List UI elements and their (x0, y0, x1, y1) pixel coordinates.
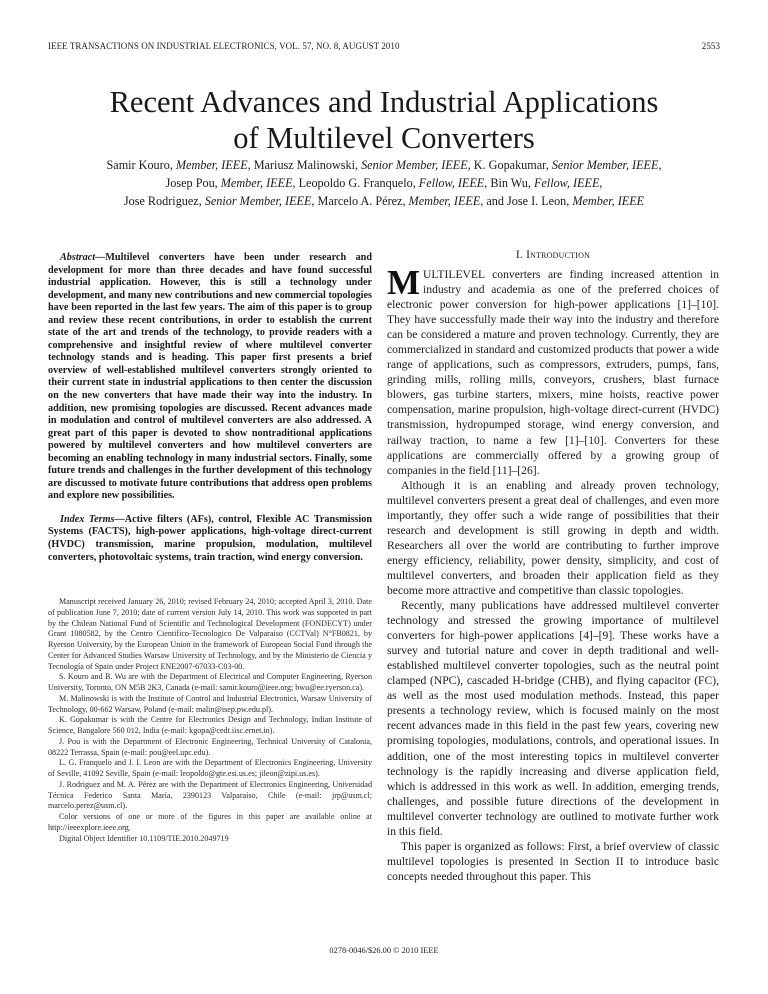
abstract (48, 252, 372, 503)
index-terms (48, 514, 372, 564)
body-paragraph: MULTILEVEL converters are finding increased attention in industry and academia as one of the preferred choices of electronic power conversion for high-power applications [1]–[10]. They have successfully made their way into the industry and therefore can be considered a mature and proven technology. Currently, they are commercialized in standard and customized products that power a wide range of applications, such as compressors, extruders, pumps, fans, grinding mills, rolling mills, conveyors, crushers, blast furnace blowers, gas turbine starters, mixers, mine hoists, reactive power compensation, marine propulsion, high-voltage direct-current (HVDC) transmission, hydropumped storage, wind energy conversion, and railway traction, to name a few [1]–[10]. Converters for these applications are commercially offered by a growing group of companies in the field [11]–[26]. (387, 263, 719, 477)
author: Mariusz Malinowski, Senior Member, IEEE, (253, 158, 474, 172)
author: Bin Wu, Fellow, IEEE, (490, 176, 603, 190)
body-paragraph: This paper is organized as follows: First, a brief overview of classic multilevel topologies is presented in Section II to introduce basic concepts needed throughout this paper. This (387, 839, 719, 883)
paper-title (0, 84, 768, 156)
section-title: Introduction (526, 249, 591, 261)
body-paragraph: Although it is an enabling and already proven technology, multilevel converters present a great deal of challenges, and even more importantly, they offer such a wide range of possibilities that their research and development is still growing in depth and width. Researchers all over the world are contributing to further improve energy efficiency, reliability, power density, simplicity, and cost of multilevel converters, and broaden their application field as they become more attractive and competitive than classic topologies. (387, 478, 719, 597)
author-list (30, 156, 738, 210)
footnote-manuscript-info: Manuscript received January 26, 2010; revised February 24, 2010; accepted April 3, 2010. Date of publication June 7, 2010; date of current version July 14, 2010. This work was supported in part by the Chilean National Fund of Scientific and Technological Development (FONDECYT) under Grant 1080582, by the Centro Cientifico-Tecnologico De Valparaiso (CCTVal) N°FB0821, by Ryerson University, by the European Union in the framework of European Social Fund through the Center for Advanced Studies Warsaw University of Technology, and by the Ministerio de Ciencia y Tecnología of Spain under Project ENE2007-67033-C03-00. (48, 597, 372, 671)
author: Marcelo A. Pérez, Member, IEEE, (317, 194, 487, 208)
footnote-doi: Digital Object Identifier 10.1109/TIE.2010.2049719 (59, 833, 229, 843)
drop-cap: M (387, 263, 421, 302)
section-numeral: I. (515, 249, 527, 261)
footnote-affiliation: K. Gopakumar is with the Centre for Electronics Design and Technology, Indian Institute of Science, Bangalore 560 012, India (e-mail: kgopa@cedt.iisc.ernet.in). (48, 715, 372, 736)
footnote-affiliation: M. Malinowski is with the Institute of Control and Industrial Electronics, Warsaw University of Technology, 00-662 Warsaw, Poland (e-mail: malin@isep.pw.edu.pl). (48, 693, 372, 714)
title-line-2: of Multilevel Converters (233, 121, 535, 155)
right-column (387, 249, 719, 884)
author: Samir Kouro, Member, IEEE, (106, 158, 254, 172)
author: Josep Pou, Member, IEEE, (165, 176, 299, 190)
introduction-body (387, 263, 719, 884)
left-column (48, 252, 372, 844)
index-terms-text: Active filters (AFs), control, Flexible AC Transmission Systems (FACTS), high-power applications, high-voltage direct-current (HVDC) transmission, marine propulsion, modulation, multilevel converters, photovoltaic systems, train traction, wind energy conversion. (48, 513, 372, 563)
body-paragraph: Recently, many publications have addressed multilevel converter technology and stressed the growing importance of multilevel converters for high-power applications [4]–[9]. These works have a survey and tutorial nature and cover in depth traditional and well-established multilevel converter topologies, such as the neutral point clamped (NPC), cascaded H-bridge (CHB), and flying capacitor (FC), as well as the most used modulation methods. Instead, this paper presents a technology review, which is focused mainly on the most recent advances made in this field in the past few years, covering new promising topologies, modulations, controls, and operational issues. In addition, one of the most interesting topics in multilevel converter technology is the rapidly increasing and diverse application field, which is addressed in this work as well. In addition, emerging trends, challenges, and possible future directions of the development in multilevel converter technology are outlined to motivate further work in this field. (387, 599, 719, 838)
index-terms-label: Index Terms— (60, 513, 125, 525)
title-line-1: Recent Advances and Industrial Applications (109, 85, 659, 119)
footnote-affiliation: L. G. Franquelo and J. I. Leon are with the Department of Electronics Engineering, University of Seville, 41092 Seville, Spain (e-mail: leopoldo@gte.esi.us.es; jileon@zipi.us.es). (48, 758, 372, 779)
abstract-label: Abstract— (60, 252, 106, 263)
running-header (48, 41, 720, 55)
copyright-notice: 0278-0046/$26.00 © 2010 IEEE (329, 946, 439, 955)
author: and Jose I. Leon, Member, IEEE (486, 194, 645, 208)
footnote-affiliation: J. Pou is with the Department of Electronic Engineering, Technical University of Catalonia, 08222 Terrassa, Spain (e-mail: pou@eel.upc.edu). (48, 736, 372, 757)
journal-citation: IEEE TRANSACTIONS ON INDUSTRIAL ELECTRONICS, VOL. 57, NO. 8, AUGUST 2010 (48, 41, 400, 51)
abstract-text: Multilevel converters have been under research and development for more than three decades and have found successful industrial application. However, this is still a technology under development, and many new contributions and new commercial topologies have been reported in the last few years. The aim of this paper is to group and review these recent contributions, in order to establish the current state of the art and trends of the technology, to provide readers with a comprehensive and insightful review of where multilevel converter technology stands and is heading. This paper first presents a brief overview of well-established multilevel converters strongly oriented to their current state in industrial applications to then center the discussion on the new converters that have made their way into the industry. In addition, new promising topologies are discussed. Recent advances made in modulation and control of multilevel converters are also addressed. A great part of this paper is devoted to show nontraditional applications powered by multilevel converters and how multilevel converters are becoming an enabling technology in many industrial sectors. Finally, some future trends and challenges in the further development of this technology are discussed to motivate future contributions that address open problems and explore new possibilities. (48, 252, 372, 502)
page-number: 2553 (701, 41, 720, 51)
footnote-affiliation: S. Kouro and B. Wu are with the Department of Electrical and Computer Engineering, Ryerson University, Toronto, ON M5B 2K3, Canada (e-mail: samir.kouro@ieee.org; bwu@ee.ryerson.ca). (48, 672, 372, 693)
footnotes (48, 597, 372, 844)
author: Jose Rodriguez, Senior Member, IEEE, (123, 194, 318, 208)
author: Leopoldo G. Franquelo, Fellow, IEEE, (298, 176, 491, 190)
footnote-affiliation: J. Rodriguez and M. A. Pérez are with the Department of Electronics Engineering, Universidad Técnica Federico Santa María, 2390123 Valparaíso, Chile (e-mail: jrp@usm.cl; marcelo.perez@usm.cl). (48, 779, 372, 811)
author: K. Gopakumar, Senior Member, IEEE, (473, 158, 662, 172)
footnote-color-versions: Color versions of one or more of the figures in this paper are available online at http://ieeexplore.ieee.org. (48, 812, 372, 832)
section-heading-introduction (387, 249, 719, 261)
